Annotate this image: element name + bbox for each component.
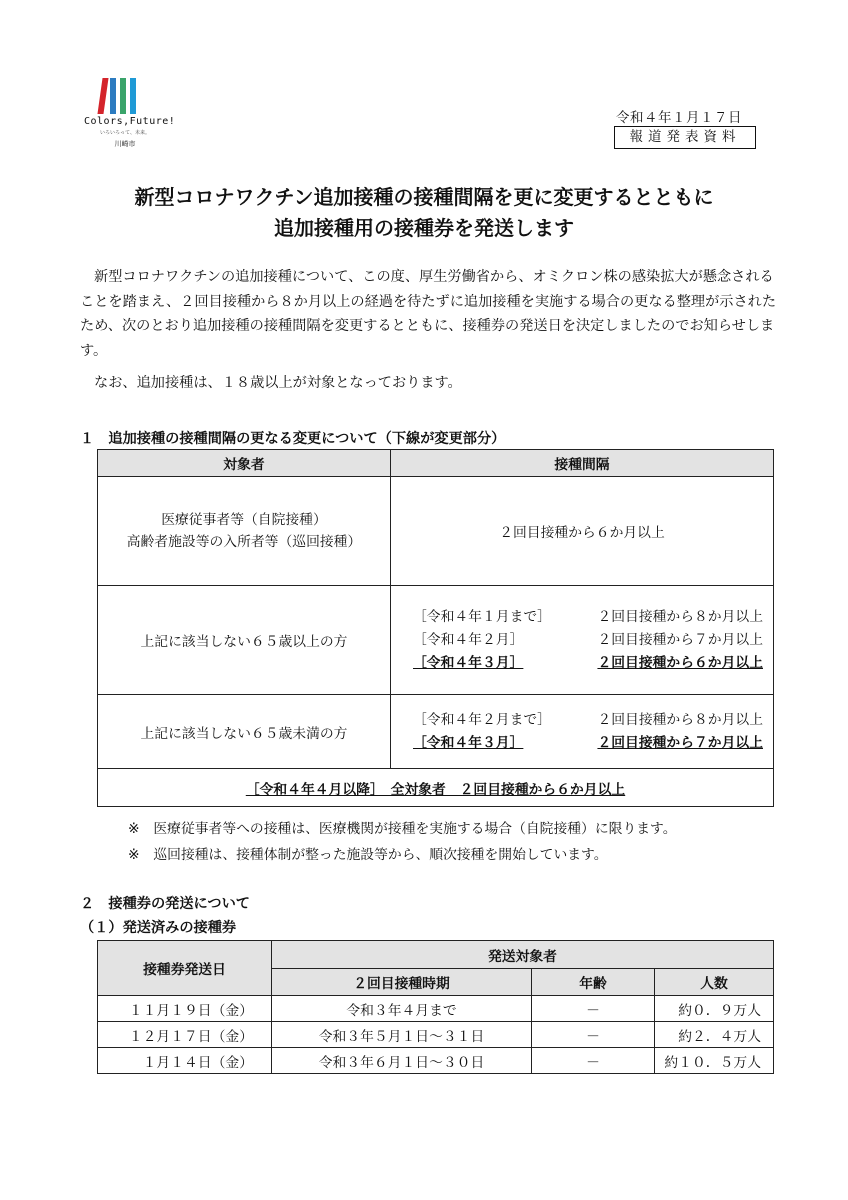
footer-cell bbox=[98, 769, 774, 807]
table-row bbox=[98, 1022, 774, 1048]
interval-table bbox=[97, 449, 774, 807]
note-2: ※ 巡回接種は、接種体制が整った施設等から、順次接種を開始しています。 bbox=[128, 847, 608, 863]
table-row bbox=[98, 695, 774, 769]
schedule-line: ［令和４年１月まで］ ２回目接種から８か月以上 bbox=[413, 608, 763, 625]
col-age-header: 年齢 bbox=[532, 969, 655, 996]
title-line-1: 新型コロナワクチン追加接種の接種間隔を更に変更するとともに bbox=[134, 185, 714, 209]
col-ship-date-header: 接種券発送日 bbox=[98, 941, 272, 996]
logo-bar-cyan bbox=[130, 78, 136, 114]
release-date: 令和４年１月１７日 bbox=[616, 110, 742, 126]
col-target-header: 対象者 bbox=[98, 450, 391, 477]
title-line-2: 追加接種用の接種券を発送します bbox=[274, 216, 574, 240]
col-second-dose-header: ２回目接種時期 bbox=[272, 969, 532, 996]
col-count-header: 人数 bbox=[655, 969, 774, 996]
ship-date: １１月１９日（金） bbox=[98, 996, 272, 1022]
logo-bar-red bbox=[97, 78, 108, 114]
table-row bbox=[98, 477, 774, 586]
interval-table-header bbox=[98, 450, 774, 477]
row2-target: 上記に該当しない６５歳以上の方 bbox=[98, 586, 391, 695]
voucher-header-top bbox=[98, 941, 774, 969]
intro-paragraph: 新型コロナワクチンの追加接種について、この度、厚生労働省から、オミクロン株の感染拡大が懸念されることを踏まえ、２回目接種から８か月以上の経過を待たずに追加接種を実施する場合の更なる整理が示されたため、次のとおり追加接種の接種間隔を変更するとともに、接種券の発送日を決定しましたのでお知らせします。 bbox=[80, 269, 777, 359]
logo-brand-text: Colors,Future! bbox=[84, 116, 176, 127]
schedule-line: ［令和４年２月まで］ ２回目接種から８か月以上 bbox=[413, 711, 763, 728]
age: － bbox=[532, 996, 655, 1022]
press-release-label: 報道発表資料 bbox=[614, 126, 756, 149]
intro-note: なお、追加接種は、１８歳以上が対象となっております。 bbox=[94, 375, 462, 391]
count: 約２．４万人 bbox=[655, 1022, 774, 1048]
count: 約０．９万人 bbox=[655, 996, 774, 1022]
count: 約１０．５万人 bbox=[655, 1048, 774, 1074]
row3-target: 上記に該当しない６５歳未満の方 bbox=[98, 695, 391, 769]
row1-interval: ２回目接種から６か月以上 bbox=[391, 477, 774, 586]
table-row bbox=[98, 1048, 774, 1074]
second-dose-period: 令和３年６月１日～３０日 bbox=[272, 1048, 532, 1074]
section-1-heading: １ 追加接種の接種間隔の更なる変更について（下線が変更部分） bbox=[80, 431, 506, 447]
row1-target-line2: 高齢者施設等の入所者等（巡回接種） bbox=[126, 534, 362, 550]
schedule-line-changed: ［令和４年３月］ ２回目接種から６か月以上 bbox=[413, 654, 763, 671]
logo-bar-green bbox=[120, 78, 126, 114]
schedule-line: ［令和４年２月］ ２回目接種から７か月以上 bbox=[413, 631, 763, 648]
row3-schedule bbox=[391, 695, 774, 769]
table-footer-row bbox=[98, 769, 774, 807]
section-2-heading: ２ 接種券の発送について bbox=[80, 896, 250, 912]
age: － bbox=[532, 1048, 655, 1074]
age: － bbox=[532, 1022, 655, 1048]
logo-tagline: いろいろって、未来。 bbox=[100, 130, 150, 136]
row2-schedule bbox=[391, 586, 774, 695]
logo-bar-blue bbox=[110, 78, 116, 114]
row1-target-line1: 医療従事者等（自院接種） bbox=[161, 512, 327, 528]
second-dose-period: 令和３年４月まで bbox=[272, 996, 532, 1022]
note-1: ※ 医療従事者等への接種は、医療機関が接種を実施する場合（自院接種）に限ります。 bbox=[128, 821, 677, 837]
col-interval-header: 接種間隔 bbox=[391, 450, 774, 477]
second-dose-period: 令和３年５月１日～３１日 bbox=[272, 1022, 532, 1048]
footer-text: ［令和４年４月以降］ 全対象者 ２回目接種から６か月以上 bbox=[245, 781, 626, 798]
logo-mark-icon bbox=[100, 78, 140, 114]
ship-date: １月１４日（金） bbox=[98, 1048, 272, 1074]
ship-date: １２月１７日（金） bbox=[98, 1022, 272, 1048]
kawasaki-logo bbox=[84, 78, 176, 154]
table-row bbox=[98, 586, 774, 695]
schedule-line-changed: ［令和４年３月］ ２回目接種から７か月以上 bbox=[413, 734, 763, 751]
table-row bbox=[98, 996, 774, 1022]
group-header: 発送対象者 bbox=[272, 941, 774, 969]
row1-target bbox=[98, 477, 391, 586]
voucher-table bbox=[97, 940, 774, 1074]
logo-city: 川崎市 bbox=[114, 140, 136, 148]
subsection-1-heading: （１）発送済みの接種券 bbox=[80, 920, 237, 936]
